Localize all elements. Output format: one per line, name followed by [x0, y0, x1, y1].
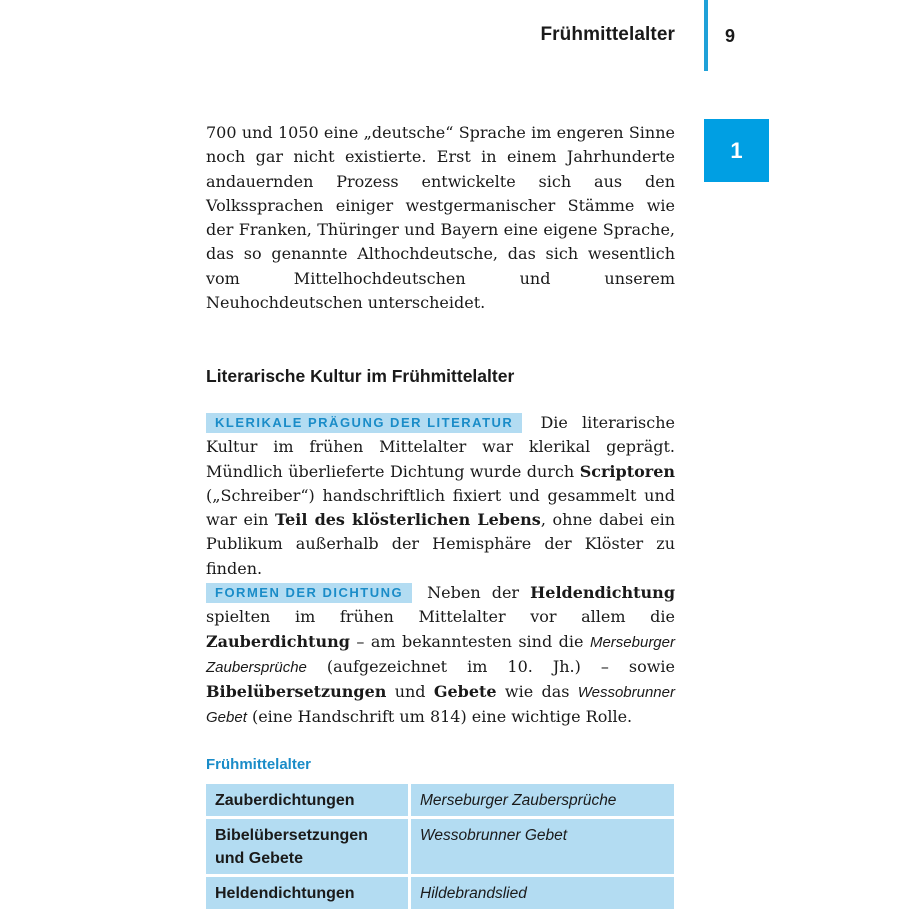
genre-cell: Heldendichtungen	[206, 877, 411, 912]
bold-term: Scriptoren	[579, 461, 675, 481]
example-cell: Merseburger Zaubersprüche	[411, 784, 674, 819]
bold-term: Teil des klösterlichen Lebens	[275, 510, 541, 530]
bold-term: Zauberdichtung	[206, 631, 350, 651]
text-span: wie das	[504, 682, 570, 702]
text-span: Die literarische Kultur im frühen Mittelalter war klerikal geprägt. Mündlich überlieferte Dichtung wurde durch	[206, 413, 675, 481]
text-span: und	[394, 682, 426, 702]
text-span: (eine Handschrift um 814) eine wichtige Rolle.	[251, 707, 633, 727]
genre-cell: Bibelübersetzungen und Gebete	[206, 819, 411, 877]
table-row	[206, 877, 674, 912]
text-span: („Schreiber“) handschriftlich fixiert und gesammelt und war ein	[206, 485, 675, 530]
header-divider	[704, 0, 708, 71]
formen-paragraph	[206, 581, 675, 731]
example-cell: Hildebrandslied	[411, 877, 674, 912]
intro-paragraph	[206, 121, 675, 315]
text-span: spielten im frühen Mittelalter vor allem die	[206, 607, 675, 627]
italic-title: Wessobrunner Gebet	[206, 684, 675, 727]
keyword-formen: FORMEN DER DICHTUNG	[206, 583, 412, 603]
keyword-klerikal: KLERIKALE PRÄGUNG DER LITERATUR	[206, 413, 522, 433]
bold-term: Bibelübersetzungen	[206, 682, 387, 702]
table-row	[206, 784, 674, 819]
klerikal-paragraph	[206, 411, 675, 581]
section-heading: Literarische Kultur im Frühmittelalter	[206, 366, 515, 386]
genre-cell: Zauberdichtungen	[206, 784, 411, 819]
running-title: Frühmittelalter	[540, 24, 675, 45]
chapter-number: 1	[730, 137, 743, 163]
bold-term: Gebete	[433, 682, 497, 702]
example-cell: Wessobrunner Gebet	[411, 819, 674, 877]
overview-table	[206, 784, 674, 912]
page-number: 9	[725, 26, 736, 46]
table-caption: Frühmittelalter	[206, 756, 312, 773]
text-span: , ohne dabei ein Publikum außerhalb der Hemisphäre der Klöster zu finden.	[206, 510, 676, 578]
intro-text: 700 und 1050 eine „deutsche“ Sprache im engeren Sinne noch gar nicht existierte. Erst in einem Jahrhunderte andauernden Prozess entwickelte sich aus den Volkssprachen einiger westgermanischer Stämme wie der Franken, Thüringer und Bayern eine eigene Sprache, das so genannte Althochdeutsche, das sich wesentlich vom Mittelhochdeutschen und unserem Neuhochdeutschen unterscheidet.	[206, 123, 675, 313]
italic-title: Merseburger Zaubersprüche	[206, 633, 675, 676]
text-span: – am bekanntesten sind die	[356, 631, 584, 651]
chapter-tab	[704, 119, 769, 182]
table-row	[206, 819, 674, 877]
bold-term: Heldendichtung	[530, 583, 675, 602]
text-span: (aufgezeichnet im 10. Jh.) – sowie	[326, 656, 675, 676]
text-span: Neben der	[427, 583, 520, 602]
